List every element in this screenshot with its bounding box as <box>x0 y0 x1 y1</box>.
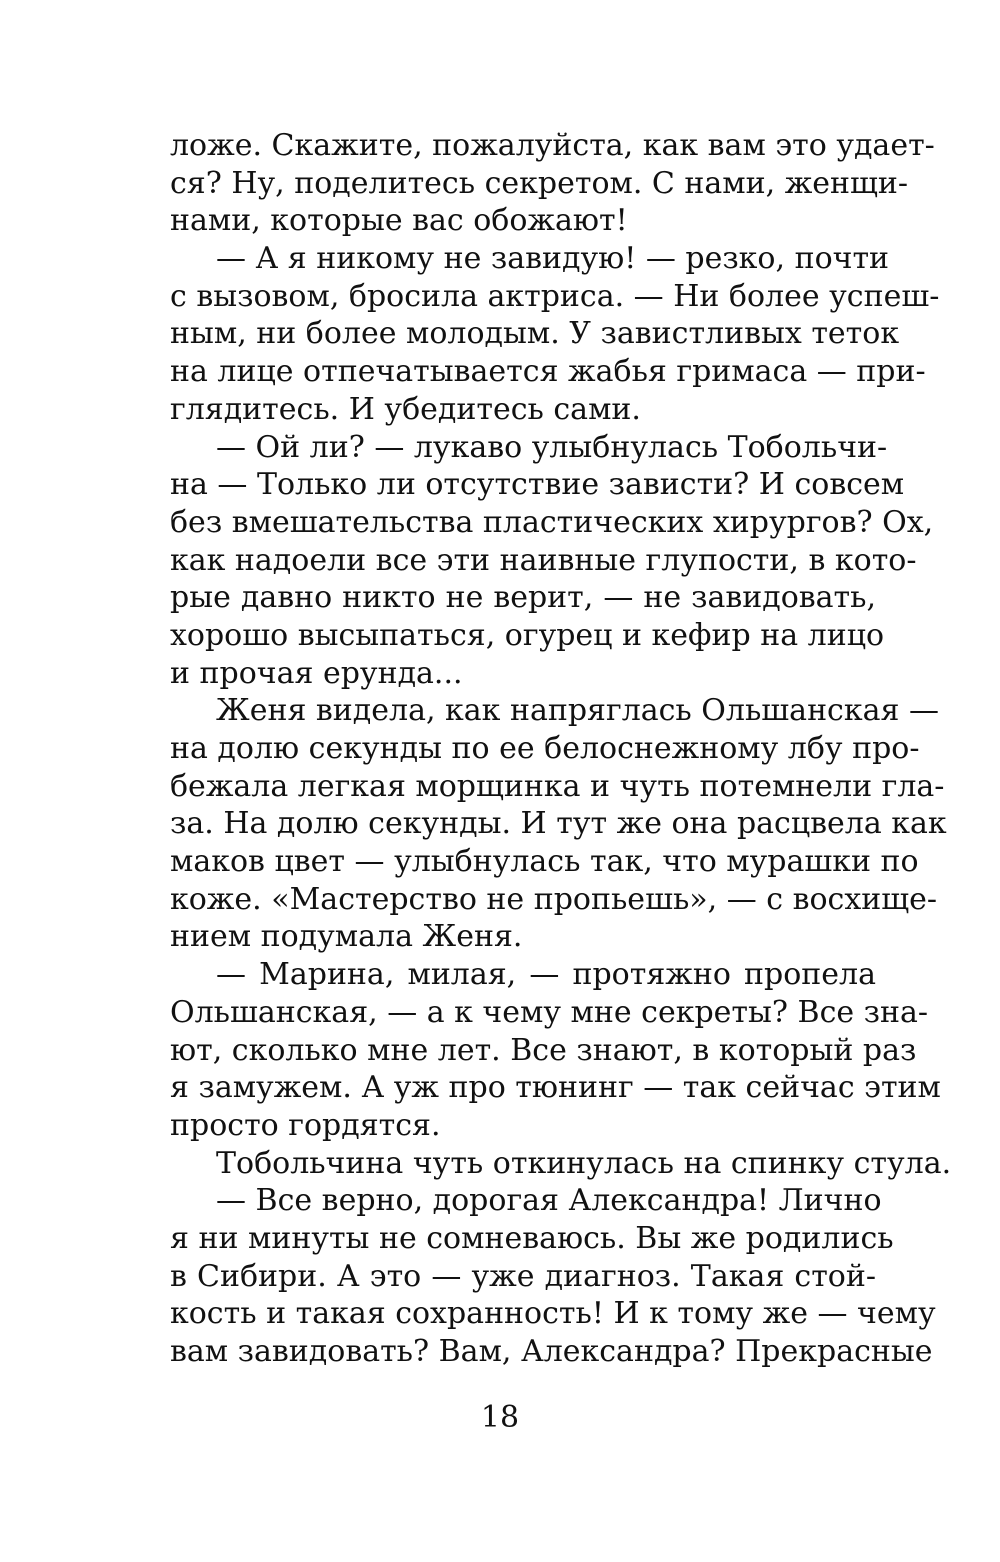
text-line: коже. «Мастерство не пропьешь», — с восхище- <box>170 881 938 917</box>
text-line: я ни минуты не сомневаюсь. Вы же родились <box>170 1220 894 1256</box>
text-line: — Ой ли? — лукаво улыбнулась Тобольчи- <box>216 429 888 465</box>
text-line: хорошо высыпаться, огурец и кефир на лицо <box>170 617 885 653</box>
text-line: бежала легкая морщинка и чуть потемнели гла- <box>170 768 945 804</box>
text-line: глядитесь. И убедитесь сами. <box>170 391 641 427</box>
text-line: за. На долю секунды. И тут же она расцвела как <box>170 806 947 842</box>
text-line: на — Только ли отсутствие зависти? И совсем <box>170 467 905 503</box>
text-line: — Марина, милая, — протяжно пропела <box>216 957 876 993</box>
text-line: просто гордятся. <box>170 1107 441 1143</box>
text-line: с вызовом, бросила актриса. — Ни более успеш- <box>170 278 940 314</box>
text-line: ют, сколько мне лет. Все знают, в который раз <box>170 1032 917 1068</box>
text-line: вам завидовать? Вам, Александра? Прекрасные <box>170 1334 933 1369</box>
text-line: на лице отпечатывается жабья гримаса — при- <box>170 354 926 390</box>
text-line: без вмешательства пластических хирургов? Ох, <box>170 504 934 540</box>
text-line: как надоели все эти наивные глупости, в кото- <box>170 542 917 578</box>
text-line: — Все верно, дорогая Александра! Лично <box>216 1183 882 1219</box>
text-line: ным, ни более молодым. У завистливых теток <box>170 316 900 352</box>
text-line: я замужем. А уж про тюнинг — так сейчас этим <box>170 1070 941 1106</box>
page-number: 18 <box>480 1400 520 1435</box>
text-line: и прочая ерунда... <box>170 655 463 691</box>
text-line: в Сибири. А это — уже диагноз. Такая стой- <box>170 1258 876 1294</box>
body-text <box>170 127 952 1371</box>
text-line: — А я никому не завидую! — резко, почти <box>216 241 890 277</box>
text-line: маков цвет — улыбнулась так, что мурашки по <box>170 844 919 880</box>
text-line: кость и такая сохранность! И к тому же — чему <box>170 1296 936 1332</box>
text-line: ся? Ну, поделитесь секретом. С нами, женщи- <box>170 165 909 201</box>
text-line: на долю секунды по ее белоснежному лбу про- <box>170 731 920 766</box>
text-line: рые давно никто не верит, — не завидовать, <box>170 580 876 616</box>
text-line: Ольшанская, — а к чему мне секреты? Все зна- <box>170 994 929 1030</box>
text-line: нами, которые вас обожают! <box>170 203 628 239</box>
text-line: нием подумала Женя. <box>170 919 523 955</box>
text-line: Тобольчина чуть откинулась на спинку стула. <box>216 1145 952 1181</box>
text-line: Женя видела, как напряглась Ольшанская — <box>216 693 939 729</box>
text-line: ложе. Скажите, пожалуйста, как вам это удает- <box>170 128 935 163</box>
